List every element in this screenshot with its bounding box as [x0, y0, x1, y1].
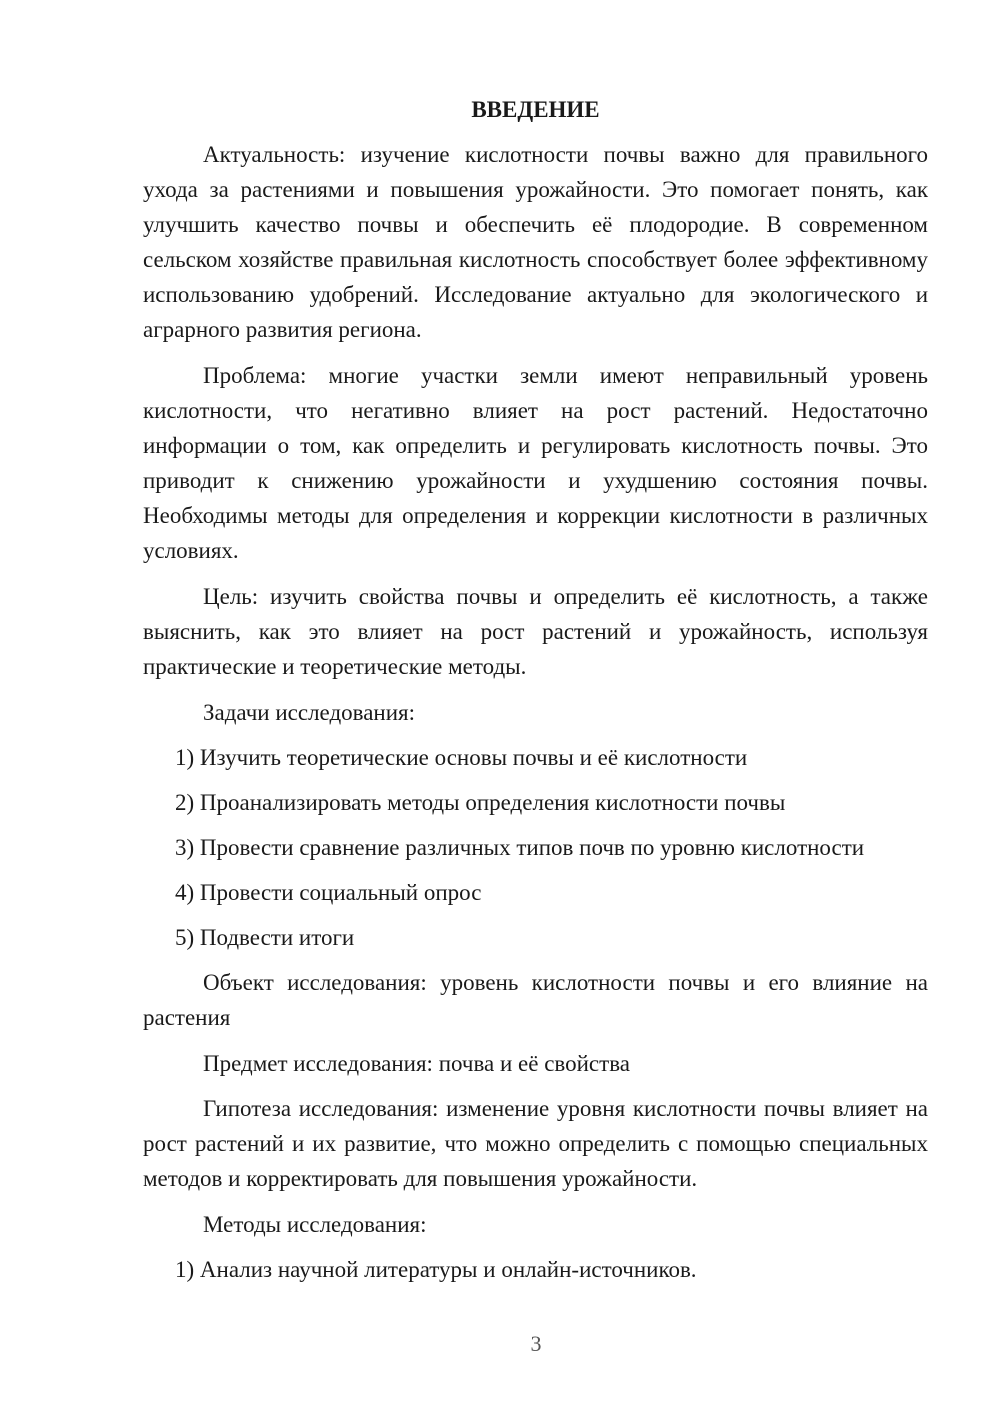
hypothesis-paragraph: Гипотеза исследования: изменение уровня кислотности почвы влияет на рост растений и их развитие, что можно определить с помощью специальных методов и корректировать для повышения урожайности.	[143, 1096, 928, 1191]
task-item: 2) Проанализировать методы определения кислотности почвы	[175, 790, 786, 815]
task-item: 1) Изучить теоретические основы почвы и её кислотности	[175, 745, 748, 770]
page-number: 3	[530, 1331, 542, 1356]
section-heading: ВВЕДЕНИЕ	[471, 97, 600, 122]
task-item: 5) Подвести итоги	[175, 925, 355, 950]
task-item: 3) Провести сравнение различных типов почв по уровню кислотности	[175, 835, 865, 860]
methods-heading: Методы исследования:	[203, 1212, 427, 1237]
subject-paragraph: Предмет исследования: почва и её свойства	[203, 1051, 630, 1076]
relevance-paragraph: Актуальность: изучение кислотности почвы важно для правильного ухода за растениями и повышения урожайности. Это помогает понять, как улучшить качество почвы и обеспечить её плодородие. В современном сельском хозяйстве правильная кислотность способствует более эффективному использованию удобрений. Исследование актуально для экологического и аграрного развития региона.	[143, 142, 928, 342]
method-item: 1) Анализ научной литературы и онлайн-источников.	[175, 1257, 697, 1282]
problem-paragraph: Проблема: многие участки земли имеют неправильный уровень кислотности, что негативно влияет на рост растений. Недостаточно информации о том, как определить и регулировать кислотность почвы. Это приводит к снижению урожайности и ухудшению состояния почвы. Необходимы методы для определения и коррекции кислотности в различных условиях.	[143, 363, 928, 563]
tasks-heading: Задачи исследования:	[203, 700, 416, 725]
goal-paragraph: Цель: изучить свойства почвы и определить её кислотность, а также выяснить, как это влияет на рост растений и урожайность, используя практические и теоретические методы.	[143, 584, 928, 679]
object-paragraph: Объект исследования: уровень кислотности почвы и его влияние на растения	[143, 970, 928, 1030]
task-item: 4) Провести социальный опрос	[175, 880, 482, 905]
page-content	[143, 92, 928, 1297]
